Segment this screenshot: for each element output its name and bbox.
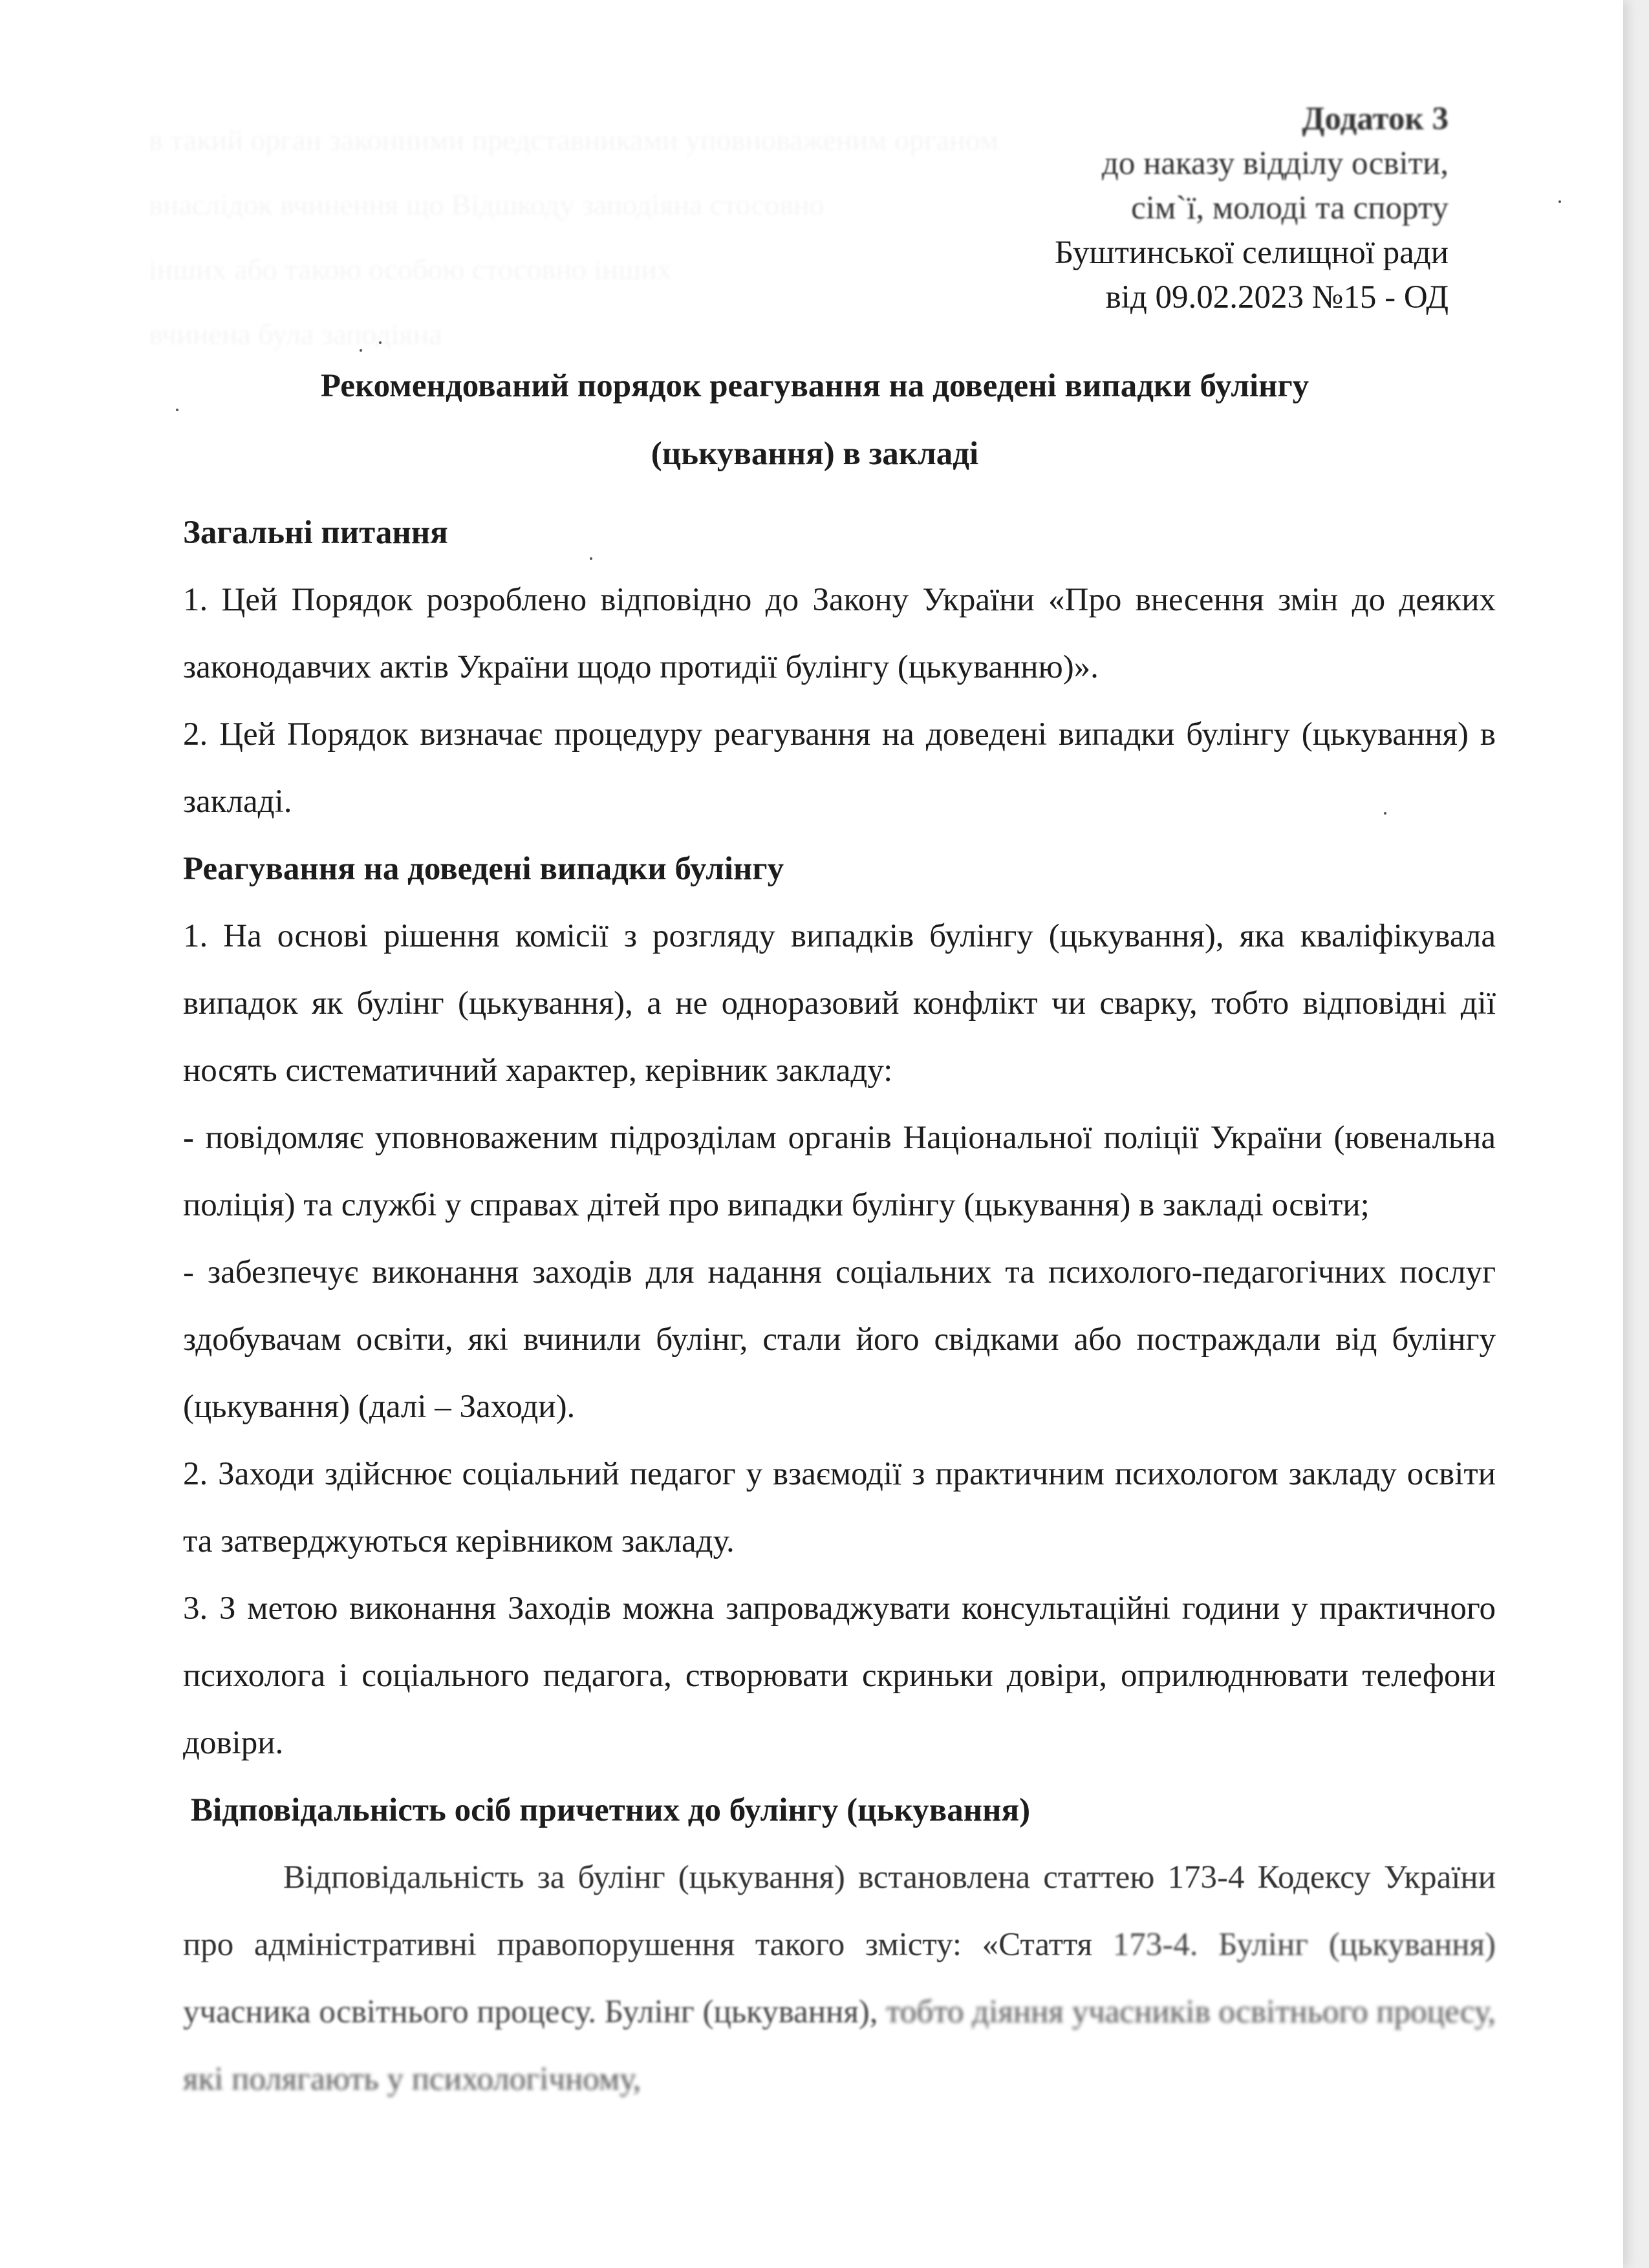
annex-order-line: до наказу відділу освіти, — [1101, 145, 1449, 182]
document-body — [183, 499, 1496, 2113]
scan-speck — [360, 349, 362, 352]
scan-speck — [176, 409, 178, 411]
liability-text-segment-2: Кодексу України про адміністративні правопорушення такого змісту: «Стаття — [183, 1859, 1496, 1963]
response-bullet-1: - повідомляє уповноваженим підрозділам органів Національної поліції України (ювенальна поліція) та службі у справах дітей про випадки булінгу (цькування) в закладі освіти; — [183, 1120, 1496, 1223]
scan-speck — [1558, 200, 1561, 203]
annex-department-line: сім`ї, молоді та спорту — [1131, 190, 1449, 226]
liability-text-segment-4: тобто діяння учасників освітнього процесу, які полягають у психологічному, — [183, 1994, 1496, 2097]
annex-block — [1055, 97, 1449, 320]
section-heading-response: Реагування на доведені випадки булінгу — [183, 851, 784, 887]
general-paragraph-1: 1. Цей Порядок розроблено відповідно до Закону України «Про внесення змін до деяких законодавчих актів України щодо протидії булінгу (цькуванню)». — [183, 582, 1496, 685]
document-title-line-2: (цькування) в закладі — [651, 436, 979, 472]
scan-speck — [379, 341, 382, 344]
document-title — [162, 352, 1468, 488]
section-heading-general: Загальні питання — [183, 515, 448, 551]
liability-text-segment-1: Відповідальність за булінг (цькування) встановлена статтею 173-4 — [283, 1859, 1258, 1896]
annex-title: Додаток 3 — [1302, 101, 1449, 137]
annex-council-line: Буштинської селищної ради — [1054, 235, 1449, 271]
document-title-line-1: Рекомендований порядок реагування на доведені випадки булінгу — [320, 368, 1310, 404]
response-paragraph-3: 3. З метою виконання Заходів можна запроваджувати консультаційні години у практичного психолога і соціального педагога, створювати скриньки довіри, оприлюднювати телефони довіри. — [183, 1590, 1496, 1761]
section-heading-liability: Відповідальність осіб причетних до булінгу (цькування) — [191, 1792, 1031, 1828]
liability-paragraph — [183, 1844, 1496, 2113]
response-paragraph-1: 1. На основі рішення комісії з розгляду випадків булінгу (цькування), яка кваліфікувала випадок як булінг (цькування), а не одноразовий конфлікт чи сварку, тобто відповідні дії носять систематичний характер, керівник закладу: — [183, 918, 1496, 1089]
response-paragraph-2: 2. Заходи здійснює соціальний педагог у взаємодії з практичним психологом закладу освіти та затверджуються керівником закладу. — [183, 1456, 1496, 1559]
scan-speck — [590, 557, 592, 560]
annex-date-line: від 09.02.2023 №15 - ОД — [1105, 279, 1449, 316]
general-paragraph-2: 2. Цей Порядок визначає процедуру реагування на доведені випадки булінгу (цькування) в закладі. — [183, 716, 1496, 820]
response-bullet-2: - забезпечує виконання заходів для надання соціальних та психолого-педагогічних послуг здобувачам освіти, які вчинили булінг, стали його свідками або постраждали від булінгу (цькування) (далі – Заходи). — [183, 1254, 1496, 1425]
scan-speck — [1384, 812, 1386, 815]
liability-text-segment-3: 173-4. Булінг (цькування) учасника освітнього процесу. Булінг (цькування), — [183, 1927, 1496, 2030]
